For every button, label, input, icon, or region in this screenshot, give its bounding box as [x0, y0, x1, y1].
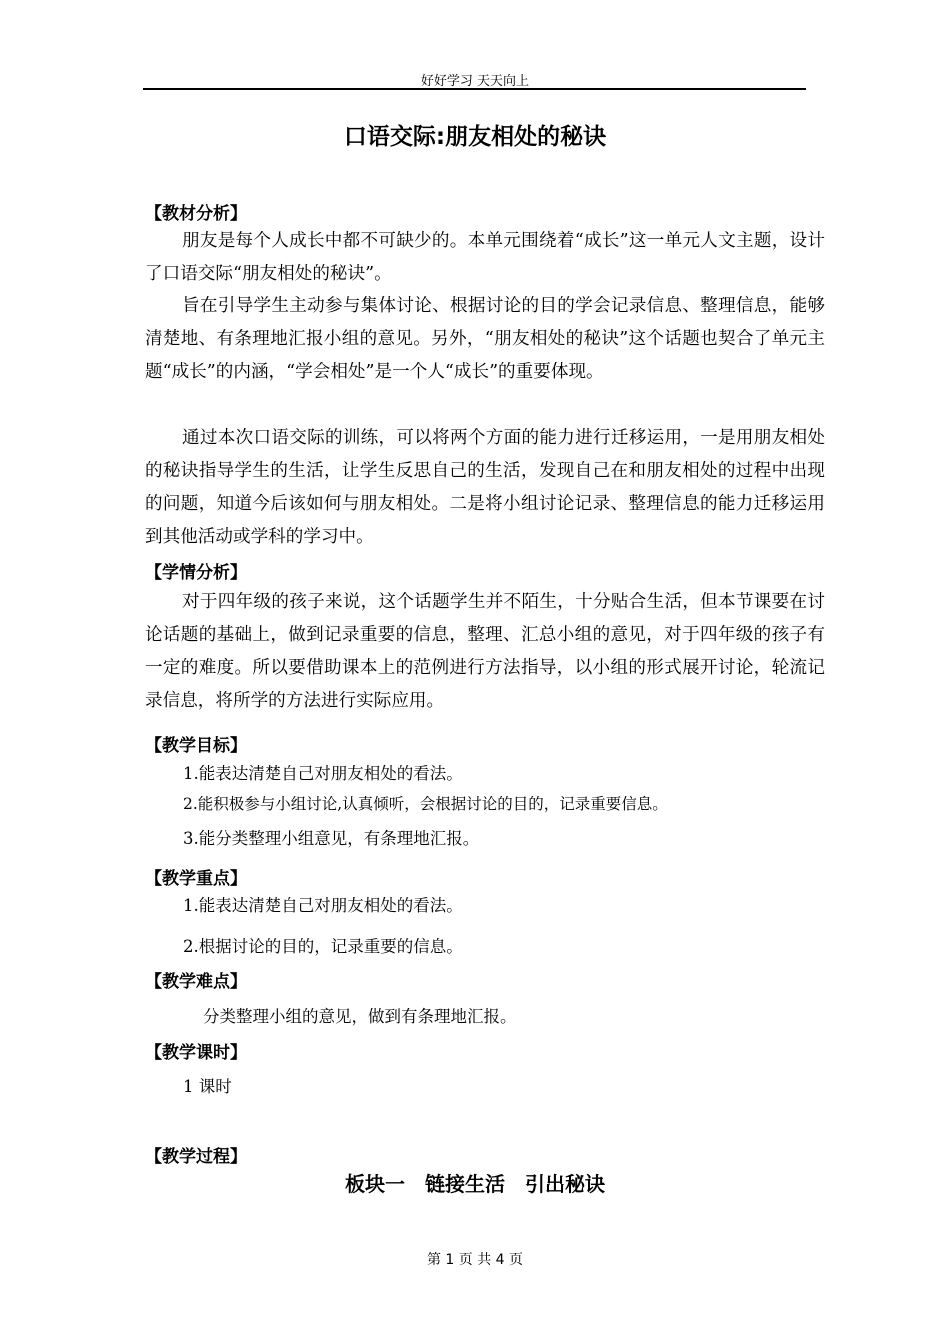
material-analysis-paragraph-2: 旨在引导学生主动参与集体讨论、根据讨论的目的学会记录信息、整理信息，能够清楚地、有条理地汇报小组的意见。另外，“朋友相处的秘诀”这个话题也契合了单元主题“成长”的内涵，“学会相处”是一个人“成长”的重要体现。 [145, 296, 825, 382]
key-point-item: 2.根据讨论的目的，记录重要的信息。 [183, 937, 463, 956]
teaching-goal-item: 1.能表达清楚自己对朋友相处的看法。 [183, 764, 463, 783]
teaching-goal-item: 3.能分类整理小组意见，有条理地汇报。 [183, 829, 480, 848]
section-heading-learner-analysis: 【学情分析】 [145, 563, 247, 583]
page-header: 好好学习 天天向上 [420, 74, 530, 89]
teaching-goal-item: 2.能积极参与小组讨论,认真倾听，会根据讨论的目的，记录重要信息。 [183, 795, 668, 813]
header-divider [143, 88, 806, 90]
key-point-item: 1.能表达清楚自己对朋友相处的看法。 [183, 896, 463, 915]
class-hours-text: 1 课时 [183, 1077, 232, 1096]
section-heading-class-hours: 【教学课时】 [145, 1043, 247, 1063]
page-footer: 第 1 页 共 4 页 [426, 1252, 524, 1268]
learner-analysis-paragraph: 对于四年级的孩子来说，这个话题学生并不陌生，十分贴合生活，但本节课要在讨论话题的基础上，做到记录重要的信息，整理、汇总小组的意见，对于四年级的孩子有一定的难度。所以要借助课本上的范例进行方法指导，以小组的形式展开讨论，轮流记录信息，将所学的方法进行实际应用。 [145, 592, 825, 711]
section-heading-key-points: 【教学重点】 [145, 869, 247, 889]
section-heading-difficulties: 【教学难点】 [145, 972, 247, 992]
section-heading-teaching-process: 【教学过程】 [145, 1147, 247, 1167]
material-analysis-paragraph-1: 朋友是每个人成长中都不可缺少的。本单元围绕着“成长”这一单元人文主题，设计了口语交际“朋友相处的秘诀”。 [145, 231, 825, 284]
material-analysis-paragraph-3: 通过本次口语交际的训练，可以将两个方面的能力进行迁移运用，一是用朋友相处的秘诀指导学生的生活，让学生反思自己的生活，发现自己在和朋友相处的过程中出现的问题，知道今后该如何与朋友相处。二是将小组讨论记录、整理信息的能力迁移运用到其他活动或学科的学习中。 [145, 428, 825, 547]
section-heading-teaching-goals: 【教学目标】 [145, 736, 247, 756]
section-heading-material-analysis: 【教材分析】 [145, 204, 247, 224]
document-title: 口语交际:朋友相处的秘诀 [343, 124, 607, 150]
process-block-title: 板块一 链接生活 引出秘诀 [345, 1172, 605, 1196]
difficulty-text: 分类整理小组的意见，做到有条理地汇报。 [203, 1007, 517, 1026]
